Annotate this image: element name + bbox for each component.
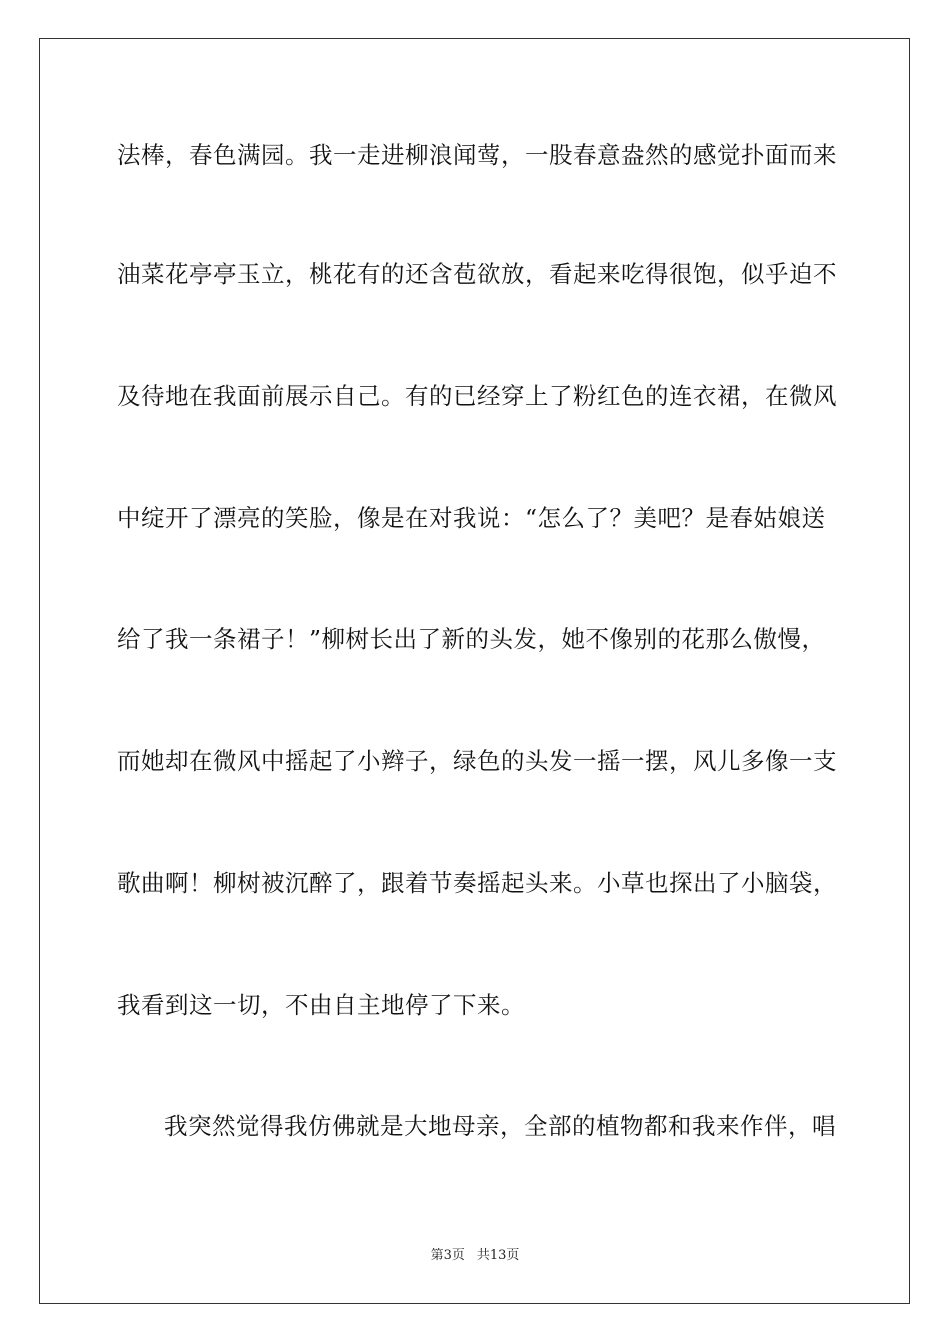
page-total: 共13页	[476, 1248, 520, 1263]
paragraph-start-line: 我突然觉得我仿佛就是大地母亲，全部的植物都和我来作伴，唱	[164, 1112, 836, 1140]
text-line-6: 而她却在微风中摇起了小辫子，绿色的头发一摇一摆，风儿多像一支	[117, 747, 837, 775]
text-line-7: 歌曲啊！柳树被沉醉了，跟着节奏摇起头来。小草也探出了小脑袋，	[117, 869, 837, 897]
text-line-4: 中绽开了漂亮的笑脸，像是在对我说：“怎么了？美吧？是春姑娘送	[117, 504, 826, 532]
text-line-8: 我看到这一切，不由自主地停了下来。	[117, 991, 525, 1019]
text-line-3: 及待地在我面前展示自己。有的已经穿上了粉红色的连衣裙，在微风	[117, 382, 837, 410]
text-line-5: 给了我一条裙子！”柳树长出了新的头发，她不像别的花那么傲慢，	[117, 625, 826, 653]
page-footer	[0, 1248, 950, 1264]
text-line-2: 油菜花亭亭玉立，桃花有的还含苞欲放，看起来吃得很饱，似乎迫不	[117, 260, 837, 288]
page-number: 第3页	[430, 1248, 465, 1263]
text-line-1: 法棒，春色满园。我一走进柳浪闻莺，一股春意盎然的感觉扑面而来	[117, 141, 837, 169]
